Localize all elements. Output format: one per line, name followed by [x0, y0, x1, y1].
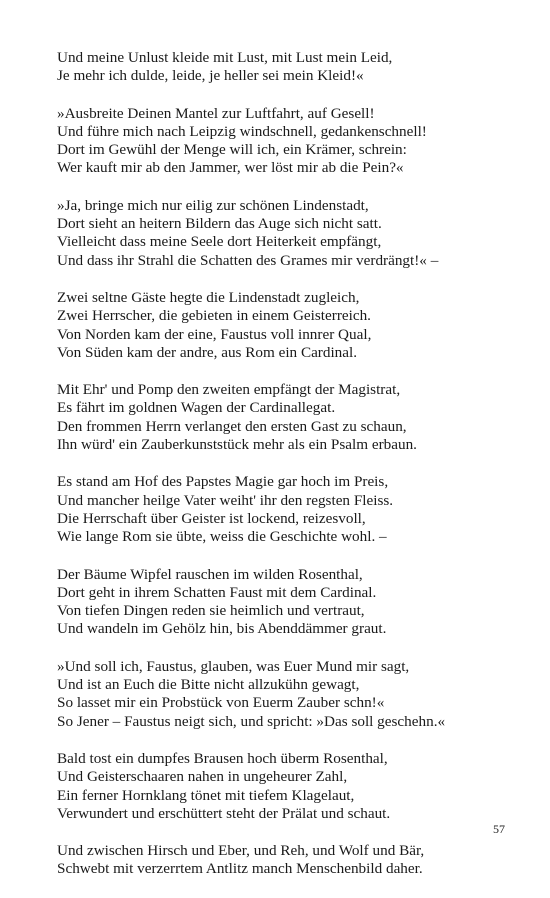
verse-line: Und zwischen Hirsch und Eber, und Reh, und Wolf und Bär, — [57, 842, 425, 860]
verse-line: Es fährt im goldnen Wagen der Cardinallegat. — [57, 399, 336, 417]
verse-line: Schwebt mit verzerrtem Antlitz manch Menschenbild daher. — [57, 860, 423, 878]
verse-line: Ein ferner Hornklang tönet mit tiefem Klagelaut, — [57, 786, 355, 804]
page-number: 57 — [493, 822, 505, 836]
verse-line: Verwundert und erschüttert steht der Prälat und schaut. — [57, 804, 391, 822]
stanza — [57, 566, 527, 639]
verse-line: Ihn würd' ein Zauberkunststück mehr als ein Psalm erbaun. — [57, 436, 417, 454]
verse-line: Zwei Herrscher, die gebieten in einem Geisterreich. — [57, 307, 371, 325]
verse-line: Und Geisterschaaren nahen in ungeheurer Zahl, — [57, 768, 348, 786]
verse-line: Und ist an Euch die Bitte nicht allzukühn gewagt, — [57, 676, 360, 694]
stanza — [57, 750, 527, 823]
verse-line: Und meine Unlust kleide mit Lust, mit Lust mein Leid, — [57, 49, 393, 66]
verse-line: Es stand am Hof des Papstes Magie gar hoch im Preis, — [57, 473, 389, 491]
verse-line: »Und soll ich, Faustus, glauben, was Euer Mund mir sagt, — [57, 657, 410, 675]
verse-line: »Ja, bringe mich nur eilig zur schönen Lindenstadt, — [57, 196, 369, 214]
stanza — [57, 105, 527, 178]
verse-line: Von Norden kam der eine, Faustus voll innrer Qual, — [57, 325, 372, 343]
verse-line: Bald tost ein dumpfes Brausen hoch überm Rosenthal, — [57, 749, 388, 767]
verse-line: Und dass ihr Strahl die Schatten des Grames mir verdrängt!« – — [57, 251, 439, 269]
stanza — [57, 197, 527, 270]
verse-line: Zwei seltne Gäste hegte die Lindenstadt zugleich, — [57, 288, 360, 306]
verse-line: Wie lange Rom sie übte, weiss die Geschichte wohl. – — [57, 528, 387, 546]
verse-line: So Jener – Faustus neigt sich, und spricht: »Das soll geschehn.« — [57, 712, 446, 730]
stanza — [57, 842, 527, 879]
verse-line: Dort sieht an heitern Bildern das Auge sich nicht satt. — [57, 215, 382, 233]
verse-line: Mit Ehr' und Pomp den zweiten empfängt der Magistrat, — [57, 381, 401, 399]
verse-line: Und führe mich nach Leipzig windschnell, gedankenschnell! — [57, 122, 427, 140]
stanza — [57, 473, 527, 546]
verse-line: Die Herrschaft über Geister ist lockend, reizesvoll, — [57, 509, 366, 527]
poem-text — [57, 49, 527, 898]
verse-line: Und mancher heilge Vater weiht' ihr den regsten Fleiss. — [57, 491, 394, 509]
stanza — [57, 381, 527, 454]
stanza — [57, 658, 527, 731]
verse-line: Von Süden kam der andre, aus Rom ein Cardinal. — [57, 343, 358, 361]
verse-line: So lasset mir ein Probstück von Euerm Zauber schn!« — [57, 694, 385, 712]
verse-line: Je mehr ich dulde, leide, je heller sei mein Kleid!« — [57, 67, 364, 85]
stanza — [57, 289, 527, 362]
verse-line: »Ausbreite Deinen Mantel zur Luftfahrt, auf Gesell! — [57, 104, 375, 122]
verse-line: Von tiefen Dingen reden sie heimlich und vertraut, — [57, 602, 365, 620]
verse-line: Den frommen Herrn verlanget den ersten Gast zu schaun, — [57, 417, 407, 435]
verse-line: Dort geht in ihrem Schatten Faust mit dem Cardinal. — [57, 583, 377, 601]
verse-line: Und wandeln im Gehölz hin, bis Abenddämmer graut. — [57, 620, 387, 638]
stanza — [57, 49, 527, 86]
verse-line: Dort im Gewühl der Menge will ich, ein Krämer, schrein: — [57, 141, 407, 159]
verse-line: Der Bäume Wipfel rauschen im wilden Rosenthal, — [57, 565, 363, 583]
verse-line: Vielleicht dass meine Seele dort Heiterkeit empfängt, — [57, 233, 382, 251]
verse-line: Wer kauft mir ab den Jammer, wer löst mir ab die Pein?« — [57, 159, 404, 177]
